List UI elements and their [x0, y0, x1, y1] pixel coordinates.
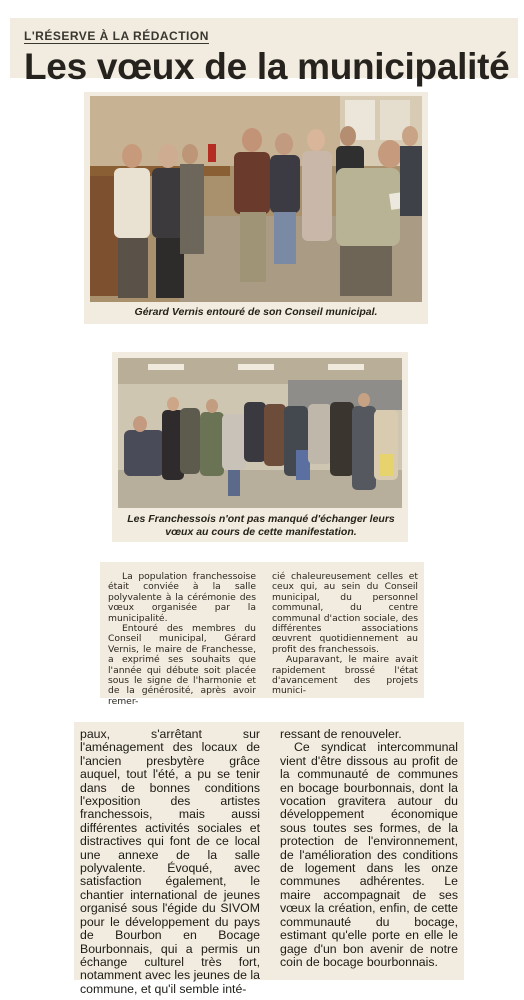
article-top-column-2 — [272, 572, 418, 697]
paragraph: Entouré des membres du Conseil municipal, Gérard Vernis, le maire de Franchesse, a exprimé ses souhaits que l'année qui débute soit placée sous le signe de l'harmonie et de la générosité, après avoir remer- — [108, 623, 256, 707]
paragraph: ressant de renouveler. — [280, 727, 402, 741]
article-top-column-1 — [108, 572, 256, 707]
headline: Les vœux de la municipalité — [24, 46, 510, 87]
paragraph: La population franchessoise était conviée à la salle polyvalente à la cérémonie des vœux organisée par la municipalité. — [108, 571, 256, 624]
photo-caption-2: Les Franchessois n'ont pas manqué d'échanger leurs vœux au cours de cette manifestation. — [127, 513, 395, 538]
section-label: L'RÉSERVE À LA RÉDACTION — [24, 29, 209, 43]
photo-council — [90, 96, 422, 302]
paragraph: Auparavant, le maire avait rapidement brossé l'état d'avancement des projets munici- — [272, 654, 418, 697]
photo-clipping-2 — [112, 352, 408, 542]
article-bottom-column-2 — [280, 728, 458, 969]
article-bottom — [74, 722, 464, 996]
article-bottom-column-1 — [80, 728, 260, 996]
photo-crowd — [118, 358, 402, 508]
paragraph: cié chaleureusement celles et ceux qui, au sein du Conseil municipal, du personnel communal, du centre communal d'action sociale, des différentes associations œuvrent quotidiennement au profit des franchessois. — [272, 571, 418, 655]
article-top — [100, 562, 424, 707]
header-clipping — [10, 18, 518, 87]
paragraph: paux, s'arrêtant sur l'aménagement des locaux de l'ancien presbytère grâce auquel, tout l'été, a pu se tenir dans de bonnes conditions l'exposition des artistes franchessois, mais aussi différentes activités sociales et distractives qui font de ce local une annexe de la salle polyvalente. Évoqué, avec satisfaction également, le chantier international de jeunes organisé sous l'égide du SIVOM pour le développement du pays de Bourbon en Bocage Bourbonnais, qui a permis un échange culturel très fort, notamment avec les jeunes de la commune, et qu'il semble inté- — [80, 727, 260, 996]
photo-caption-1: Gérard Vernis entouré de son Conseil municipal. — [134, 306, 378, 318]
paragraph: Ce syndicat intercommunal vient d'être dissous au profit de la communauté de communes en bocage bourbonnais, dont la vocation gravitera autour du développement économique sous toutes ses formes, de la protection de l'environnement, de l'amélioration des conditions de logement dans les onze communes adhérentes. Le maire accompagnait de ses vœux la création, enfin, de cette communauté du bocage, estimant qu'elle porte en elle le gage d'un bon avenir de notre coin de bocage bourbonnais. — [280, 740, 458, 969]
photo-clipping-1 — [84, 92, 428, 324]
